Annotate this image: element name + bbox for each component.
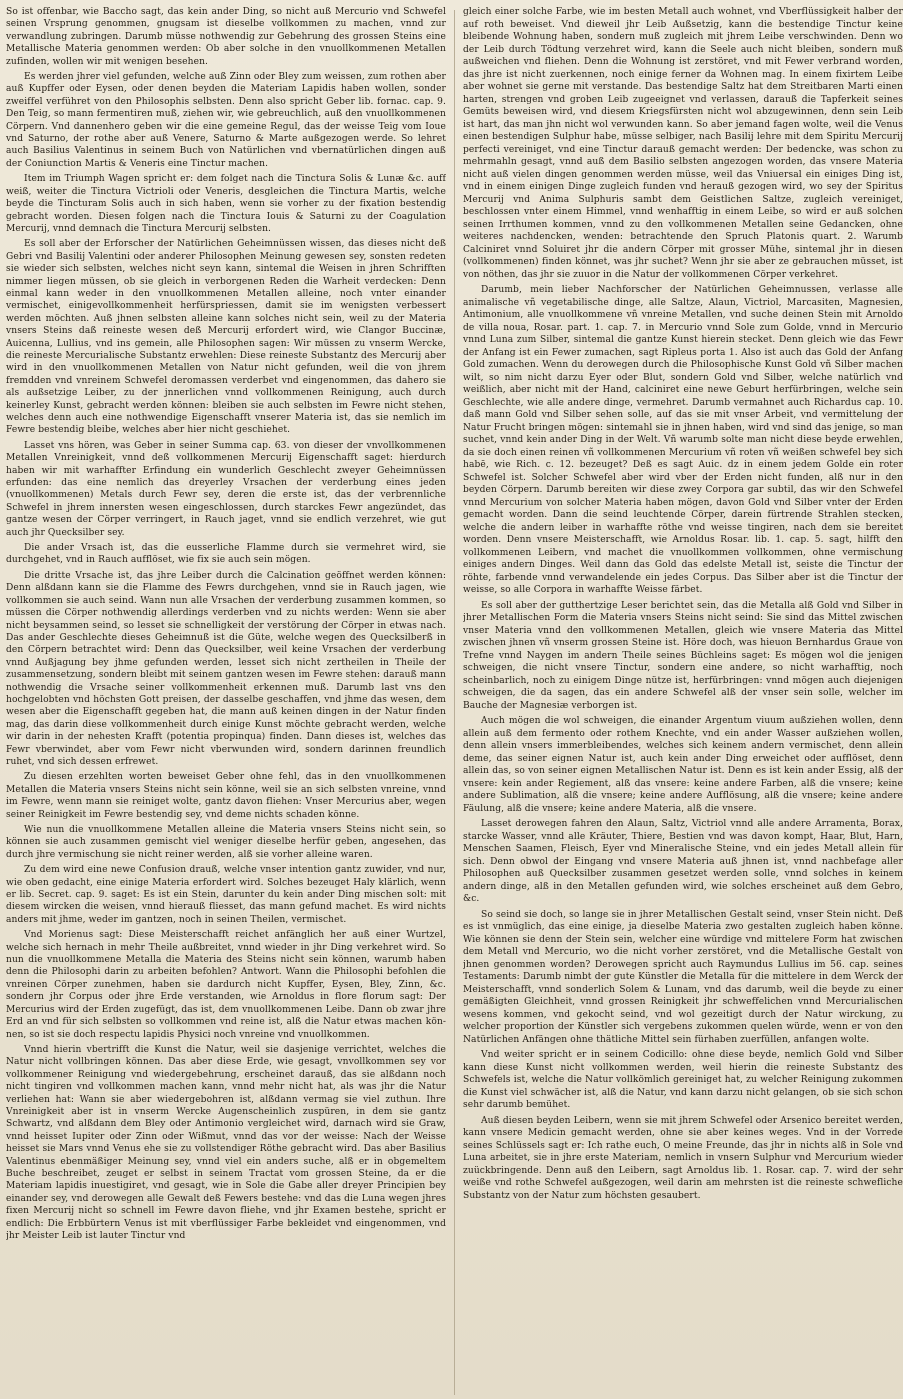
paragraph: Darumb, mein lieber Nachforscher der Natürlichen Geheimnussen, verlasse alle animalische vñ vegetabilische dinge, alle Saltze, Alaun, Victriol, Marcasiten, Magnesien, Antimonium, alle vnuollkommene vñ vnreine Metallen, vnd suche deinen Stein mit Arnoldo de villa noua, Rosar. part. 1. cap. 7. in Mercurio vnnd Sole zum Golde, vnnd in Mercurio vnnd Luna zum Silber, sintemal die gantze Kunst hierein stecket. Denn gleich wie das Fewr der Anfang ist ein Fewer zumachen, sagt Ripleus porta 1. Also ist auch das Gold der Anfang Gold zumachen. Wenn du derowegen durch die Philosophische Kunst Gold vñ Silber machen wilt, so nim nicht darzu Eyer oder Blut, sondern Gold vnd Silber, welche natürlich vnd weißlich, aber nicht mit der Hand, calciniret eine newe Geburt herfürbringen, welche sein Geschlechte, wie alle andere dinge, vermehret. Darumb vermahnet auch Richardus cap. 10. daß mann Gold vnd Silber sehen solle, auf das sie mit vnser Arbeit, vnd vermittelung der Natur Frucht bringen mögen: sintemahl sie in jhnen haben, wird vnd sind das jenige, so man suchet, vnnd kein ander Ding in der Welt. Vñ warumb solte man nicht diese beyde erwehlen, da sie doch einen reinen vñ vollkommenen Mercurium vñ roten vñ weißen schwefel bey sich habē, wie Rich. c. 12. bezeuget? Deß es sagt Auic. dz in einem jedem Golde ein roter Schwefel ist. Solcher Schwefel aber wird vber der Erden nicht funden, alß nur in den beyden Cörpern. Darumb bereiten wir diese zwey Corpora gar subtil, das wir den Schwefel vnnd Mercurium von solcher Materia haben mögen, davon Gold vnd Silber vnter der Erden gemacht worden. Dann die seind leuchtende Cörper, darein fürtrende Strahlen stecken, welche die andern leiber in warhaffte röthe vnd weisse tingiren, nach dem sie bereitet worden. Denn vnsere Meisterschafft, wie Arnoldus Rosar. lib. 1. cap. 5. sagt, hilfft den vollkommenen Leibern, vnd machet die vnuollkommen vollkommen, ohne vermischung einiges andern Dinges. Weil dann das Gold das edelste Metall ist, seiste die Tinctur der röhte, farbende vnnd verwandelende ein jedes Corpus. Das Silber aber ist die Tinctur der weisse, so alle Corpora in warhaffte Weisse färbet. [463,285,903,595]
paragraph: Item im Triumph Wagen spricht er: dem folget nach die Tinctura Solis & Lunæ &c. auff weiß, weiter die Tinctura Victrioli oder Veneris, desgleichen die Tinctura Martis, welche beyde die Tincturam Solis auch in sich haben, wenn sie vorher zu der fixation bestendig gebracht worden. Diesen folgen nach die Tinctura Iouis & Saturni zu der Coagulation Mercurij, vnnd demnach die Tinctura Mercurij selbsten. [6,174,446,234]
paragraph: Lasset vns hören, was Geber in seiner Summa cap. 63. von dieser der vnvollkommenen Metallen Vnreinigkeit, vnnd deß vollkommenen Mercurij Eigenschafft saget: hierdurch haben wir mit warhaffter Erfindung ein wunderlich Geschlecht zweyer Geheimnüssen erfunden: das eine nemlich das dreyerley Vrsachen der verderbung eines jeden (vnuollkommenen) Metals durch Fewr sey, deren die erste ist, das der verbrennliche Schwefel in jhrem innersten wesen eingeschlossen, durch starckes Fewr angezündet, das gantze wesen der Cörper verringert, in Rauch jaget, vnnd sie endlich verzehret, wie gut auch jhr Quecksilber sey. [6,440,446,538]
paragraph: gleich einer solche Farbe, wie im besten Metall auch wohnet, vnd Vberflüssigkeit halber der auf roth beweiset. Vnd dieweil jhr Leib Außsetzig, kann die bestendige Tinctur keine bleibende Wohnung haben, sondern muß zugleich mit jhrem Leibe verschwinden. Denn wo der Leib durch Tödtung verzehret wird, kann die Seele auch nicht bleiben, sondern muß außweichen vnd fliehen. Denn die Wohnung ist zerstöret, vnd mit Fewer verbrand worden, das jhre ist nicht zuerkennen, noch einige ferner da Wohnen mag. In einem fixirtem Leibe aber wohnet sie gerne mit verstande. Das bestendige Saltz hat dem Streitbaren Marti einen harten, strengen vnd groben Leib zugeeignet vnd verlassen, darauß die Tapferkeit seines Gemüts beweisen wird, vnd diesem Kriegsfürsten nicht wol abzugewinnen, denn sein Leib ist hart, das man jhn nicht wol verwunden kann. So aber jemand fagen wolte, weil die Venus einen bestendigen Sulphur habe, müsse selbiger, nach Basilij lehre mit dem Spiritu Mercurij perfecti vereiniget, vnd eine Tinctur darauß gemacht werden: Der bedencke, was schon zu mehrmahln gesagt, vnnd auß dem Basilio selbsten angezogen worden, das vnsere Materia nicht auß vielen dingen genommen werden müsse, weil das Vniuersal ein einiges Ding ist, vnd in einem einigen Dinge zugleich funden vnd herauß gezogen wird, wo sey der Spiritus Mercurij vnd Anima Sulphuris sambt dem Geistlichen Saltze, zugleich vereiniget, beschlossen vnter einem Himmel, vnnd wenhafftig in einem Leibe, so wird er auß solchen seinen Irrthumen kommen, vnnd zu den vollkommenen Metallen seine Gedancken, ohne weiteres nachdencken, wenden: betrachtende den Spruch Platonis quart. 2. Warumb Calciniret vnnd Soluiret jhr die andern Cörper mit grosser Mühe, sintemal jhr in diesen (vollkommenen) finden könnet, was jhr suchet? Wenn jhr sie aber ze gebrauchen müsset, ist von nöthen, das jhr sie zuuor in die Natur der vollkommenen Cörper verkehret. [463,7,903,280]
paragraph: Zu dem wird eine newe Confusion drauß, welche vnser intention gantz zuwider, vnd nur, wie oben gedacht, eine einige Materia erfordert wird. Solches bezeuget Haly klärlich, wenn er lib. Secret. cap. 9. saget: Es ist ein Stein, darunter du kein ander Ding mischen solt: mit diesem wircken die weisen, vnnd hierauß fliesset, das mann gefund machet. Es wird nichts anders mit jhme, weder im gantzen, noch in seinen Theilen, vermischet. [6,865,446,925]
paragraph: Es werden jhrer viel gefunden, welche auß Zinn oder Bley zum weissen, zum rothen aber auß Kupffer oder Eysen, oder denen beyden die Materiam Lapidis haben wollen, sonder zweiffel verführet von den Philosophis selbsten. Denn also spricht Geber lib. fornac. cap. 9. Den Teig, so mann fermentiren muß, ziehen wir, wie gebreuchlich, auß den vnuollkommenen Cörpern. Vnd dannenhero geben wir die eine gemeine Regul, das der weisse Teig vom Ioue vnd Saturno, der rothe aber auß Venere, Saturno & Marte außgezogen werde. So lehret auch Basilius Valentinus in seinem Buch von Natürlichen vnd vbernatürlichen dingen auß der Coniunction Martis & Veneris eine Tinctur machen. [6,72,446,169]
paragraph: Wie nun die vnuollkommene Metallen alleine die Materia vnsers Steins nicht sein, so können sie auch zusammen gemischt viel weniger dieselbe herfür geben, angesehen, das durch jhre vermischung sie nicht reiner werden, alß sie vorher alleine waren. [6,825,446,860]
right-column [463,6,903,1399]
paragraph: Lasset derowegen fahren den Alaun, Saltz, Victriol vnnd alle andere Arramenta, Borax, starcke Wasser, vnnd alle Kräuter, Thiere, Bestien vnd was davon kompt, Haar, Blut, Harn, Menschen Saamen, Fleisch, Eyer vnd Mineralische Steine, vnd ein jedes Metall allein für sich. Denn obwol der Eingang vnd vnsere Materia auß jhnen ist, vnnd nachbefage aller Philosophen auß Quecksilber zusammen gesetzet werden solle, vnnd solches in keinem andern dinge, alß in den Metallen gefunden wird, wie solches erscheinet auß dem Gebro, &c. [463,819,903,904]
paragraph: Vnnd hierin vbertrifft die Kunst die Natur, weil sie dasjenige verrichtet, welches die Natur nicht vollbringen können. Das aber diese Erde, wie gesagt, vnvollkommen sey vor vollkommener Reinigung vnd wiedergebehrung, erscheinet darauß, das sie alßdann noch nicht tingiren vnd vollkommen machen kann, vnnd mehr nicht hat, als was jhr die Natur verliehen hat: Wann sie aber wiedergebohren ist, alßdann vermag sie viel zuthun. Ihre Vnreinigkeit aber ist in vnserm Wercke Augenscheinlich zuspüren, in dem sie gantz Schwartz, vnd alßdann dem Bley oder Antimonio vergleichet wird, darnach wird sie Graw, vnnd heisset Iupiter oder Zinn oder Wißmut, vnnd das vor der weisse: Nach der Weisse heisset sie Mars vnnd Venus ehe sie zu vollstendiger Röthe gebracht wird. Das aber Basilius Valentinus ebenmäßiger Meinung sey, vnnd viel ein anders suche, alß er in obgemeltem Buche beschreibet, zeuget er selbst in seinem Tractat vom grossen Steine, da er die Materiam lapidis inuestigiret, vnd gesagt, wie in Sole die Gabe aller dreyer Principien bey einander sey, vnd derowegen alle Gewalt deß Fewers bestehe: vnd das die Luna wegen jhres fixen Mercurij nicht so schnell im Fewre davon fliehe, vnd jhr Examen bestehe, spricht er endlich: Die Erbbürtern Venus ist mit vberflüssiger Farbe bekleidet vnd eingenommen, vnd jhr Meister Leib ist lauter Tinctur vnd [6,1044,446,1241]
paragraph: Auß diesen beyden Leibern, wenn sie mit jhrem Schwefel oder Arsenico bereitet werden, kann vnsere Medicin gemacht werden, ohne sie aber keines weges. Vnd in der Vorrede seines Schlüssels sagt er: Ich rathe euch, O meine Freunde, das jhr in nichts alß in Sole vnd Luna arbeitet, sie in jhre erste Materiam, nemlich in vnsern Sulphur vnd Mercurium wieder zuückbringende. Denn auß den Leibern, sagt Arnoldus lib. 1. Rosar. cap. 7. wird der sehr weiße vnd rothe Schwefel außgezogen, weil darin am mehrsten ist die reineste schwefliche Substantz von der Natur zum höchsten gesaubert. [463,1115,903,1201]
paragraph: Es soll aber der gutthertzige Leser berichtet sein, das die Metalla alß Gold vnd Silber in jhrer Metallischen Form die Materia vnsers Steins nicht seind: Sie sind das Mittel zwischen vnser Materia vnnd den vollkommenen Metallen, gleich wie vnsere Materia das Mittel zwischen jhnen vñ vnserm grossen Steine ist. Höre doch, was hieuon Bernhardus Graue von Trefne vnnd Naygen im andern Theile seines Büchleins saget: Es mögen wol die jenigen schweigen, die nicht vnsere Tinctur, sondern eine andere, so nicht warhafftig, noch scheinbarlich, noch zu einigem Dinge nütze ist, herfürbringen: vnnd mögen auch diejenigen schweigen, die da sagen, das ein andere Schwefel alß der vnser sein solle, welcher im Bauche der Magnesiæ verborgen ist. [463,600,903,711]
paragraph: Zu diesen erzehlten worten beweiset Geber ohne fehl, das in den vnuollkommenen Metallen die Materia vnsers Steins nicht sein könne, weil sie an sich selbsten vnreine, vnnd im Fewre, wenn mann sie reiniget wolte, gantz davon fliehen: Vnser Mercurius aber, wegen seiner Reinigkeit im Fewre bestendig sey, vnd deme nichts schaden könne. [6,772,446,820]
paragraph: Vnd Morienus sagt: Diese Meisterschafft reichet anfänglich her auß einer Wurtzel, welche sich hernach in mehr Theile außbreitet, vnnd wieder in jhr Ding verkehret wird. So nun die vnuollkommene Metalla die Materia des Steins nicht sein können, warumb haben denn die Philosophi darin zu arbeiten befohlen? Antwort. Wann die Philosophi befohlen die vnreinen Cörper zunehmen, haben sie dardurch nicht Kupffer, Eysen, Bley, Zinn, &c. sondern jhr Corpus oder jhre Erde verstanden, wie Arnoldus in flore florum sagt: Der Mercurius wird der Erden zugefügt, das ist, dem vnuollkommenen Leibe. Dann ob zwar jhre Erd an vnd für sich selbsten so vollkommen vnd reine ist, alß die Natur etwas machen können, so ist sie doch respectu lapidis Physici noch vnreine vnd vnuollkommen. [6,930,446,1040]
paragraph: So ist offenbar, wie Baccho sagt, das kein ander Ding, so nicht auß Mercurio vnd Schwefel seinen Vrsprung genommen, gnugsam ist dieselbe vollkommen zu machen, vnnd zur verwandlung zubringen. Darumb müsse nothwendig zur Gebehrung des grossen Steins eine Metallische Materia genommen werden: Ob aber solche in den vnuollkommenen Metallen zufinden, wollen wir mit wenigen besehen. [6,7,446,67]
column-divider [454,10,455,1395]
paragraph: Die dritte Vrsache ist, das jhre Leiber durch die Calcination geöffnet werden können: Denn alßdann kann sie die Flamme des Fewrs durchgehen, vnnd sie in Rauch jagen, wie vollkommen sie auch seind. Wann nun alle Vrsachen der verderbung zusammen kommen, so müssen die Cörper nothwendig allerdings verderben vnd zu nichts werden: Wenn sie aber nicht beysammen seind, so lesset sie schnelligkeit der verstörung der Cörper in etwas nach. Das ander Geschlechte dieses Geheimnuß ist die Güte, welche wegen des Quecksilberß in den Cörpern betrachtet wird: Denn das Quecksilber, weil keine Vrsachen der verderbung vnnd Außjagung bey jhme gefunden werden, lesset sich nicht zertheilen in Theile der zusammensetzung, sondern bleibt mit seinem gantzen wesen im Fewre stehen: darauß mann nothwendig die Vrsache seiner vollkommenheit erkennen muß. Darumb last vns den hochgelobten vnd höchsten Gott preisen, der dasselbe geschaffen, vnd jhme das wesen, dem wesen aber die Eigenschafft gegeben hat, die mann auß keinen dingen in der Natur finden mag, das darin diese vollkommenheit durch einige Kunst möchte gebracht werden, welche wir darin in der nehesten Krafft (potentia propinqua) finden. Dann dieses ist, welches das Fewr vberwindet, aber vom Fewr nicht vberwunden wird, sondern darinnen freundlich ruhet, vnd sich dessen erfrewet. [6,570,446,767]
left-column [6,6,446,1399]
paragraph: So seind sie doch, so lange sie in jhrer Metallischen Gestalt seind, vnser Stein nicht. Deß es ist vnmüglich, das eine einige, ja dieselbe Materia zwo gestalten zugleich haben könne. Wie können sie denn der Stein sein, welcher eine würdige vnd mittelere Form hat zwischen dem Metall vnd Mercurio, wo die nicht vorher zerstöret, vnd die Metallische Gestalt von jhnen genommen worden? Derowegen spricht auch Raymundus Lullius im 56. cap. seines Testaments: Darumb nimbt der gute Künstler die Metalla für die mittelere in dem Werck der Meisterschafft, vnnd sonderlich Solem & Lunam, vnd das darumb, weil die beyde zu einer gemäßigten Gleichheit, vnnd grossen Reinigkeit jhr schweffelichen vnnd Mercurialischen wesens kommen, vnd gekocht seind, vnd wol gezeitigt durch der Natur wirckung, zu welcher proportion der Künstler sich vergebens zukommen quelen würde, wenn er von den Natürlichen Anfängen ohne thätliche Mittel sein fürhaben zuerfüllen, anfangen wolte. [463,909,903,1045]
paragraph: Vnd weiter spricht er in seinem Codicillo: ohne diese beyde, nemlich Gold vnd Silber kann diese Kunst nicht vollkommen werden, weil hierin die reineste Substantz des Schwefels ist, welche die Natur vollkömlich gereiniget hat, zu welcher Reinigung zukommen die Kunst viel schwächer ist, alß die Natur, vnd kann darzu nicht gelangen, ob sie sich schon sehr darumb bemühet. [463,1050,903,1110]
paragraph: Es soll aber der Erforscher der Natürlichen Geheimnüssen wissen, das dieses nicht deß Gebri vnd Basilij Valentini oder anderer Philosophen Meinung gewesen sey, sonsten redeten sie wieder sich selbsten, welches nicht seyn kann, sintemal die Weisen in jhren Schrifften nimmer liegen müssen, ob sie gleich in verborgenen Reden die Warheit verdecken: Denn einmal kann weder in den vnuollkommenen Metallen alleine, noch vnter einander vermischet, einigevollkommenheit herfürspriessen, damit sie im wenigsten verbessert werden möchten. Auß jhnen selbsten alleine kann solches nicht sein, weil zu der Materia vnsers Steins daß reineste wesen deß Mercurij erfordert wird, wie Clangor Buccinæ, Auicenna, Lullius, vnd ins gemein, alle Philosophen sagen: Wir müssen zu vnserm Wercke, die reineste Mercurialische Substantz erwehlen: Diese reineste Substantz des Mercurij aber wird in den vnuollkommenen Metallen von Natur nicht gefunden, weil die von jhrem fremdden vnd vnreinem Schwefel deromassen verderbet vnd eingenommen, das dahero sie als außsetzige Leiber, zu der jnnerlichen vnnd vollkommenen Reinigung, auch durch keinerley Kunst, gebracht werden können: bleiben sie auch selbsten im Fewre nicht stehen, welches denn auch eine nothwendige Eigenschafft vnserer Materia ist, das sie nemlich im Fewre bestendig bleibe, welches aber hier nicht geschiehet. [6,239,446,436]
paragraph: Auch mögen die wol schweigen, die einander Argentum viuum außziehen wollen, denn allein auß dem fermento oder rothem Knechte, vnd ein ander Wasser außziehen wollen, denn allein vnsers immerbleibendes, welches sich keinem andern vermischet, denn allein deme, das seiner eignen Natur ist, auch kein ander Ding erweichet oder aufflöset, denn allein das, so von seiner eignen Metallischen Natur ist. Denn es ist kein ander Essig, alß der vnsere: kein ander Regiement, alß das vnsere: keine andere Farben, alß die vnsere; keine andere Sublimation, alß die vnsere; keine andere Aufflösung, alß die vnsere; keine andere Fäulung, alß die vnsere; keine andere Materia, alß die vnsere. [463,716,903,814]
paragraph: Die ander Vrsach ist, das die eusserliche Flamme durch sie vermehret wird, sie durchgehet, vnd in Rauch aufflöset, wie fix sie auch sein mögen. [6,543,446,566]
